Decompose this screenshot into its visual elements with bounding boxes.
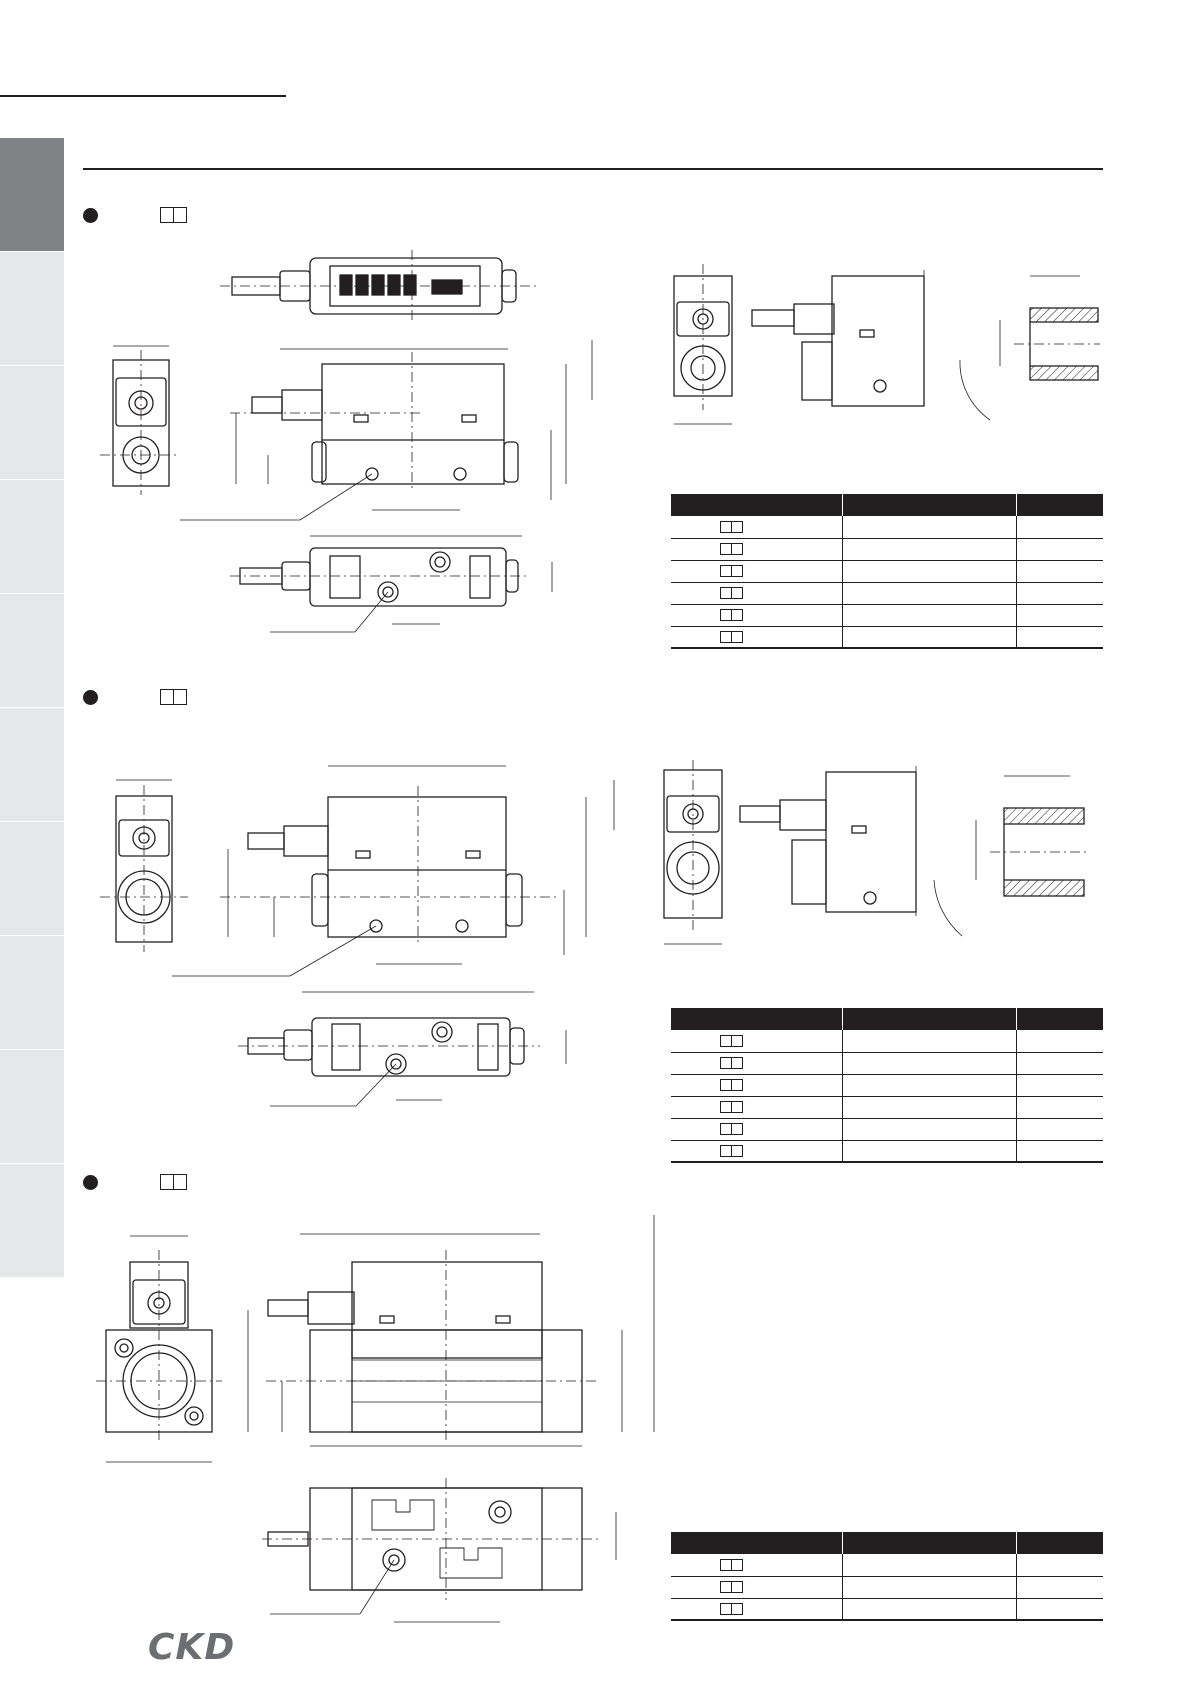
table-row bbox=[671, 1554, 1103, 1576]
model-code-boxes bbox=[720, 1057, 842, 1069]
table-row bbox=[671, 1030, 1103, 1052]
table-row bbox=[671, 538, 1103, 560]
model-code-boxes bbox=[720, 543, 842, 555]
model-code-boxes bbox=[720, 1145, 842, 1157]
table-row bbox=[671, 1118, 1103, 1140]
spec-table-2 bbox=[671, 1008, 1103, 1163]
table-row bbox=[671, 1598, 1103, 1620]
section-3-drawing bbox=[96, 1215, 654, 1622]
table-row bbox=[671, 582, 1103, 604]
model-code-boxes bbox=[720, 1079, 842, 1091]
table-row bbox=[671, 1140, 1103, 1162]
model-code-boxes bbox=[720, 1123, 842, 1135]
spec-table-1 bbox=[671, 494, 1103, 649]
table-header-row bbox=[671, 494, 1103, 516]
brand-logo: CKD bbox=[148, 1627, 236, 1668]
model-code-boxes bbox=[720, 1581, 842, 1593]
table-row bbox=[671, 1576, 1103, 1598]
model-code-boxes bbox=[720, 1559, 842, 1571]
model-code-boxes bbox=[720, 587, 842, 599]
model-code-boxes bbox=[720, 1603, 842, 1615]
model-code-boxes bbox=[720, 521, 842, 533]
table-row bbox=[671, 626, 1103, 648]
table-row bbox=[671, 560, 1103, 582]
table-row bbox=[671, 1052, 1103, 1074]
model-code-boxes bbox=[720, 1101, 842, 1113]
table-header-row bbox=[671, 1532, 1103, 1554]
table-row bbox=[671, 1074, 1103, 1096]
model-code-boxes bbox=[720, 1035, 842, 1047]
table-row bbox=[671, 1096, 1103, 1118]
table-row bbox=[671, 604, 1103, 626]
table-header-row bbox=[671, 1008, 1103, 1030]
table-row bbox=[671, 516, 1103, 538]
model-code-boxes bbox=[720, 631, 842, 643]
model-code-boxes bbox=[720, 609, 842, 621]
model-code-boxes bbox=[720, 565, 842, 577]
spec-table-3 bbox=[671, 1532, 1103, 1621]
